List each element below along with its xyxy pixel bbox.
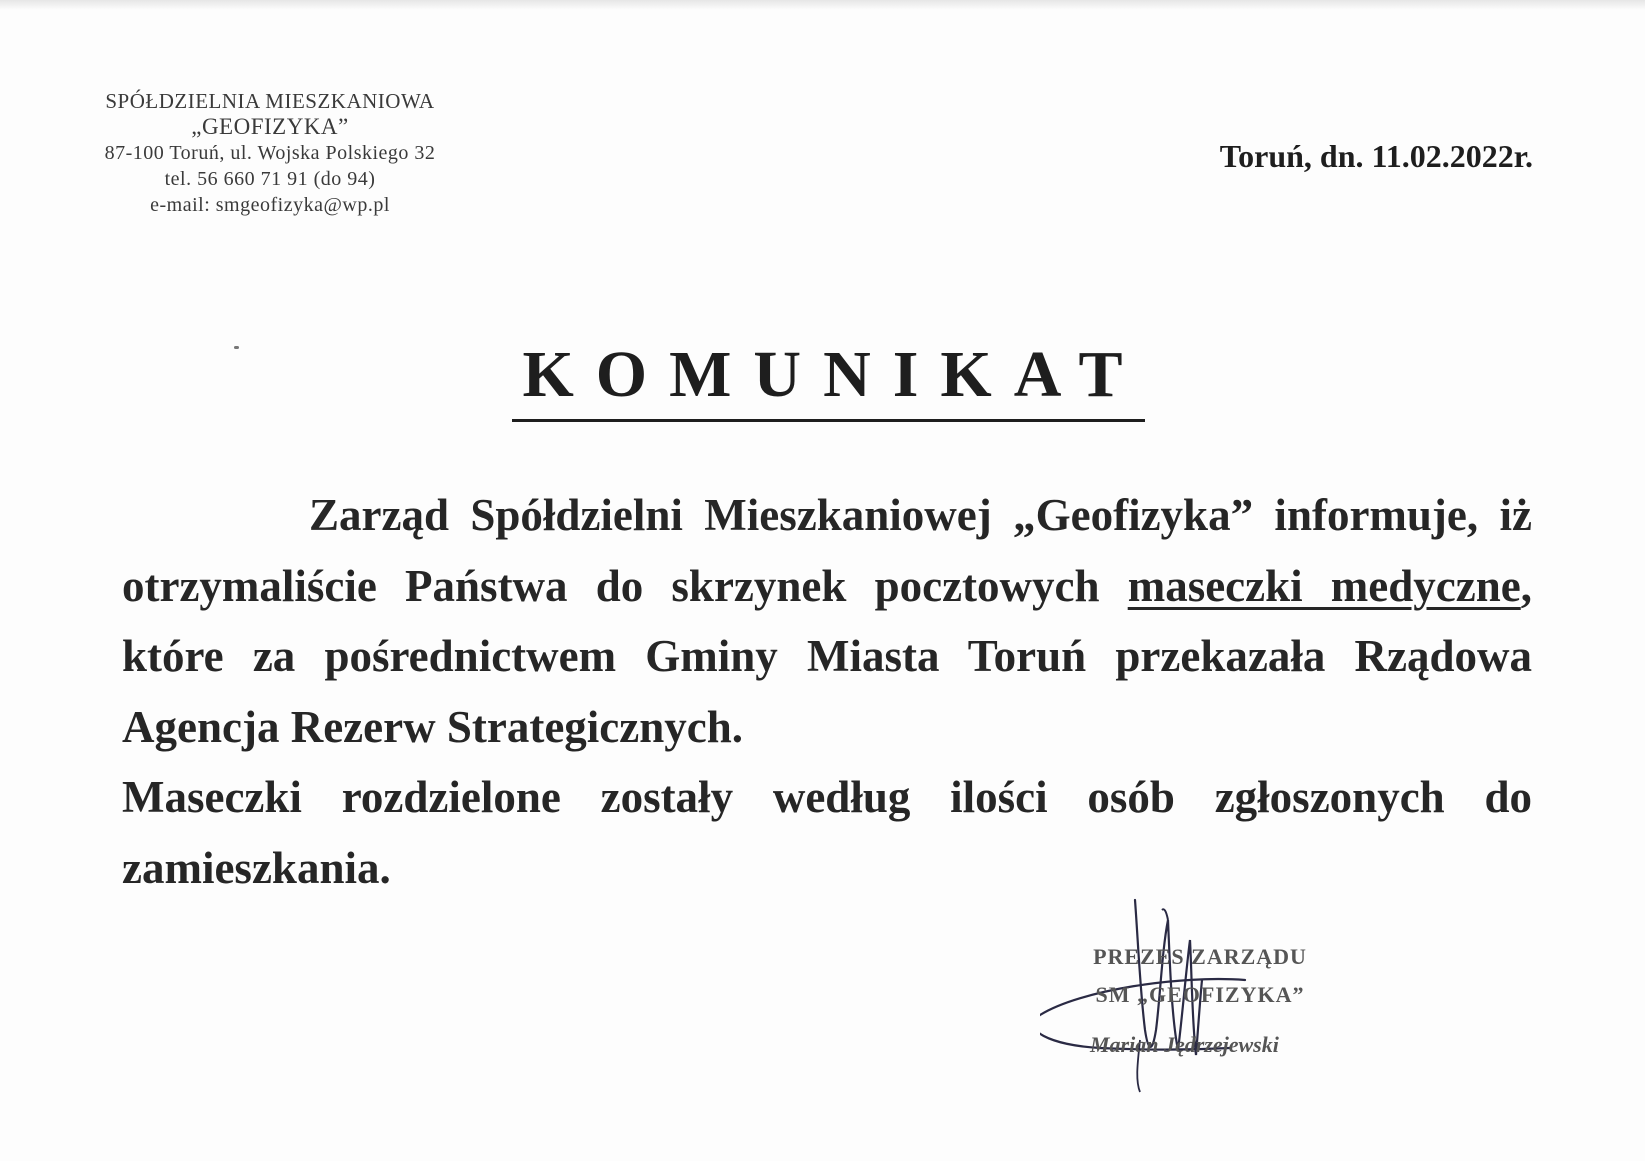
title-container (0, 335, 1645, 422)
signature-title-line-1: PREZES ZARZĄDU (1093, 944, 1307, 969)
org-email: e-mail: smgeofizyka@wp.pl (150, 194, 390, 216)
signature-block (1040, 938, 1360, 1058)
body-p1-end: , które za pośrednictwem Gminy Miasta Toruń przekazała Rządowa Agencja Rezerw Strategicznych. (122, 560, 1532, 752)
body-paragraph-2: Maseczki rozdzielone zostały według ilości osób zgłoszonych do zamieszkania. (122, 772, 1532, 893)
org-phone: tel. 56 660 71 91 (do 94) (164, 168, 376, 190)
document-title: KOMUNIKAT (512, 335, 1144, 422)
org-address: 87-100 Toruń, ul. Wojska Polskiego 32 (104, 142, 436, 164)
announcement-body (122, 480, 1532, 903)
signature-title-line-2: SM „GEOFIZYKA” (1095, 982, 1305, 1007)
letterhead-stamp (80, 88, 460, 218)
signatory-name: Marian Jędrzejewski (1090, 1032, 1279, 1057)
body-paragraph-1 (122, 480, 1532, 762)
org-name-quoted: „GEOFIZYKA” (191, 114, 349, 139)
org-name: SPÓŁDZIELNIA MIESZKANIOWA (105, 89, 435, 113)
scan-edge (0, 0, 1645, 10)
body-p1-start: Zarząd Spółdzielni Mieszkaniowej „Geofizyka” informuje, iż otrzymaliście Państwa do skrzynek pocztowych (122, 490, 1532, 611)
body-p1-underlined: maseczki medyczne (1127, 560, 1521, 611)
document-date: Toruń, dn. 11.02.2022r. (1219, 138, 1533, 174)
